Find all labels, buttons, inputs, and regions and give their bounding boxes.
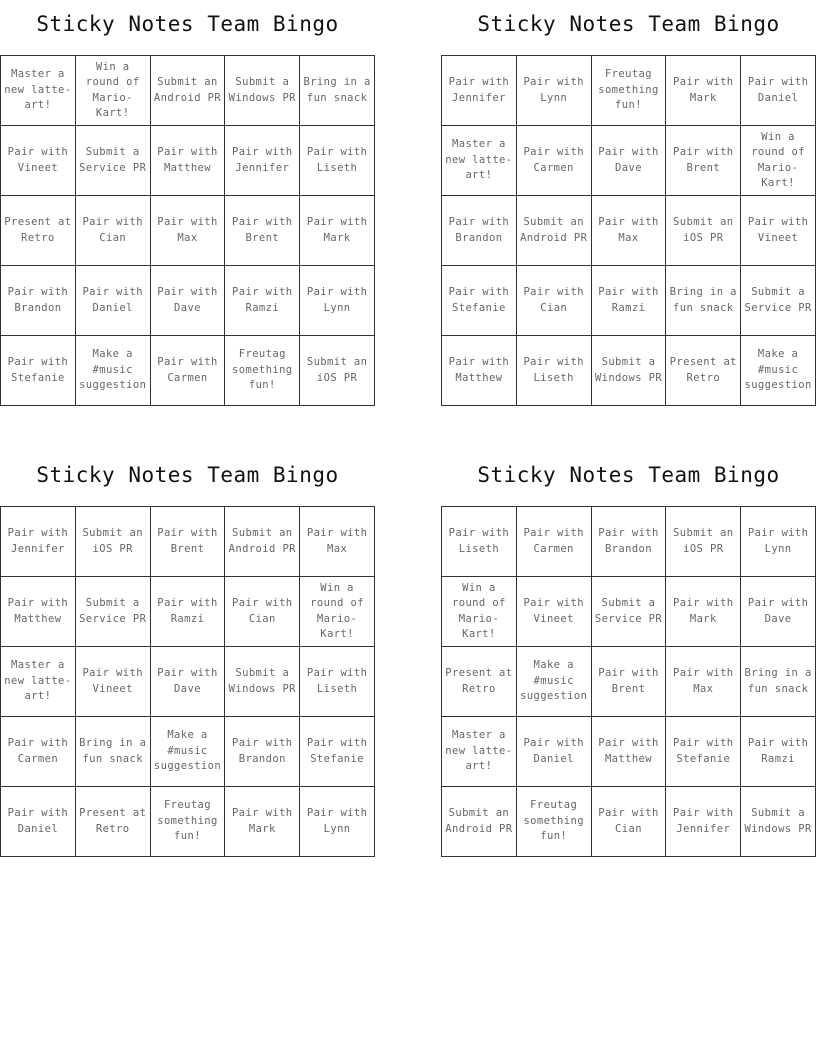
bingo-cell: Win a round of Mario-Kart!	[76, 56, 151, 126]
bingo-cell: Pair with Liseth	[442, 507, 517, 577]
bingo-cell: Bring in a fun snack	[76, 717, 151, 787]
card-title: Sticky Notes Team Bingo	[477, 12, 780, 36]
bingo-cell: Pair with Mark	[666, 56, 741, 126]
bingo-cell: Master a new latte-art!	[1, 56, 76, 126]
bingo-cell: Pair with Stefanie	[300, 717, 375, 787]
bingo-cell: Pair with Max	[300, 507, 375, 577]
bingo-cell: Pair with Dave	[741, 577, 816, 647]
bingo-cell: Pair with Liseth	[300, 126, 375, 196]
bingo-cell: Submit an Android PR	[442, 787, 517, 857]
bingo-cell: Pair with Cian	[592, 787, 667, 857]
bingo-cell: Bring in a fun snack	[741, 647, 816, 717]
bingo-cell: Pair with Lynn	[741, 507, 816, 577]
bingo-cell: Freutag something fun!	[517, 787, 592, 857]
bingo-cell: Pair with Dave	[592, 126, 667, 196]
bingo-cell: Pair with Ramzi	[225, 266, 300, 336]
bingo-cell: Pair with Daniel	[741, 56, 816, 126]
bingo-cell: Make a #music suggestion	[76, 336, 151, 406]
bingo-cell: Submit an Android PR	[225, 507, 300, 577]
bingo-cell: Pair with Brandon	[225, 717, 300, 787]
bingo-cell: Present at Retro	[76, 787, 151, 857]
bingo-cell: Win a round of Mario-Kart!	[741, 126, 816, 196]
bingo-cell: Pair with Cian	[76, 196, 151, 266]
bingo-cell: Pair with Stefanie	[1, 336, 76, 406]
bingo-cell: Pair with Lynn	[517, 56, 592, 126]
bingo-cell: Pair with Brent	[666, 126, 741, 196]
bingo-cell: Pair with Carmen	[151, 336, 226, 406]
bingo-cell: Pair with Mark	[225, 787, 300, 857]
card-title: Sticky Notes Team Bingo	[477, 463, 780, 487]
bingo-cell: Submit an iOS PR	[76, 507, 151, 577]
bingo-cell: Make a #music suggestion	[517, 647, 592, 717]
bingo-grid	[0, 506, 375, 857]
bingo-cell: Pair with Jennifer	[442, 56, 517, 126]
bingo-cell: Master a new latte-art!	[442, 717, 517, 787]
bingo-cell: Win a round of Mario-Kart!	[300, 577, 375, 647]
bingo-cell: Pair with Max	[666, 647, 741, 717]
bingo-cell: Pair with Daniel	[76, 266, 151, 336]
bingo-cell: Pair with Brandon	[1, 266, 76, 336]
bingo-cell: Pair with Carmen	[517, 507, 592, 577]
bingo-cell: Pair with Cian	[225, 577, 300, 647]
bingo-cell: Pair with Daniel	[1, 787, 76, 857]
bingo-cell: Pair with Vineet	[76, 647, 151, 717]
bingo-cell: Pair with Vineet	[517, 577, 592, 647]
bingo-cell: Pair with Lynn	[300, 266, 375, 336]
bingo-cell: Pair with Stefanie	[666, 717, 741, 787]
bingo-cell: Pair with Liseth	[300, 647, 375, 717]
bingo-cell: Submit a Service PR	[76, 577, 151, 647]
bingo-cell: Pair with Cian	[517, 266, 592, 336]
bingo-cell: Submit an iOS PR	[666, 196, 741, 266]
bingo-cell: Pair with Matthew	[151, 126, 226, 196]
bingo-cell: Submit a Windows PR	[592, 336, 667, 406]
bingo-cell: Pair with Daniel	[517, 717, 592, 787]
bingo-cell: Pair with Max	[592, 196, 667, 266]
bingo-cell: Submit an iOS PR	[666, 507, 741, 577]
bingo-cell: Submit an Android PR	[517, 196, 592, 266]
bingo-cell: Pair with Brandon	[442, 196, 517, 266]
bingo-cell: Pair with Matthew	[442, 336, 517, 406]
bingo-cell: Pair with Vineet	[1, 126, 76, 196]
bingo-cell: Pair with Lynn	[300, 787, 375, 857]
bingo-cell: Pair with Carmen	[1, 717, 76, 787]
bingo-cell: Submit a Windows PR	[225, 56, 300, 126]
bingo-cell: Submit a Service PR	[76, 126, 151, 196]
bingo-cell: Submit a Windows PR	[741, 787, 816, 857]
card-title: Sticky Notes Team Bingo	[36, 463, 339, 487]
bingo-cell: Pair with Brandon	[592, 507, 667, 577]
bingo-cell: Present at Retro	[666, 336, 741, 406]
bingo-cell: Pair with Max	[151, 196, 226, 266]
bingo-cell: Pair with Brent	[592, 647, 667, 717]
bingo-cell: Pair with Stefanie	[442, 266, 517, 336]
bingo-cell: Master a new latte-art!	[1, 647, 76, 717]
bingo-cell: Pair with Brent	[225, 196, 300, 266]
bingo-cell: Pair with Dave	[151, 266, 226, 336]
bingo-cell: Pair with Liseth	[517, 336, 592, 406]
bingo-cell: Pair with Jennifer	[225, 126, 300, 196]
bingo-cell: Pair with Ramzi	[151, 577, 226, 647]
bingo-cell: Freutag something fun!	[592, 56, 667, 126]
bingo-cell: Bring in a fun snack	[300, 56, 375, 126]
bingo-cell: Submit a Service PR	[592, 577, 667, 647]
bingo-cell: Pair with Matthew	[1, 577, 76, 647]
bingo-cell: Make a #music suggestion	[151, 717, 226, 787]
bingo-cell: Bring in a fun snack	[666, 266, 741, 336]
bingo-cell: Submit an Android PR	[151, 56, 226, 126]
bingo-cell: Pair with Jennifer	[666, 787, 741, 857]
bingo-cell: Pair with Mark	[666, 577, 741, 647]
bingo-cell: Pair with Ramzi	[592, 266, 667, 336]
bingo-cell: Pair with Vineet	[741, 196, 816, 266]
bingo-cell: Master a new latte-art!	[442, 126, 517, 196]
bingo-cell: Pair with Matthew	[592, 717, 667, 787]
bingo-cell: Freutag something fun!	[225, 336, 300, 406]
bingo-grid	[441, 506, 816, 857]
bingo-cell: Submit a Service PR	[741, 266, 816, 336]
bingo-cell: Submit an iOS PR	[300, 336, 375, 406]
bingo-cell: Pair with Carmen	[517, 126, 592, 196]
bingo-cell: Present at Retro	[1, 196, 76, 266]
bingo-cell: Win a round of Mario-Kart!	[442, 577, 517, 647]
bingo-cell: Pair with Dave	[151, 647, 226, 717]
bingo-grid	[0, 55, 375, 406]
bingo-cell: Pair with Ramzi	[741, 717, 816, 787]
bingo-grid	[441, 55, 816, 406]
bingo-cell: Pair with Brent	[151, 507, 226, 577]
bingo-cell: Present at Retro	[442, 647, 517, 717]
bingo-cell: Pair with Jennifer	[1, 507, 76, 577]
bingo-cell: Pair with Mark	[300, 196, 375, 266]
bingo-cell: Make a #music suggestion	[741, 336, 816, 406]
bingo-cell: Freutag something fun!	[151, 787, 226, 857]
bingo-cell: Submit a Windows PR	[225, 647, 300, 717]
card-title: Sticky Notes Team Bingo	[36, 12, 339, 36]
